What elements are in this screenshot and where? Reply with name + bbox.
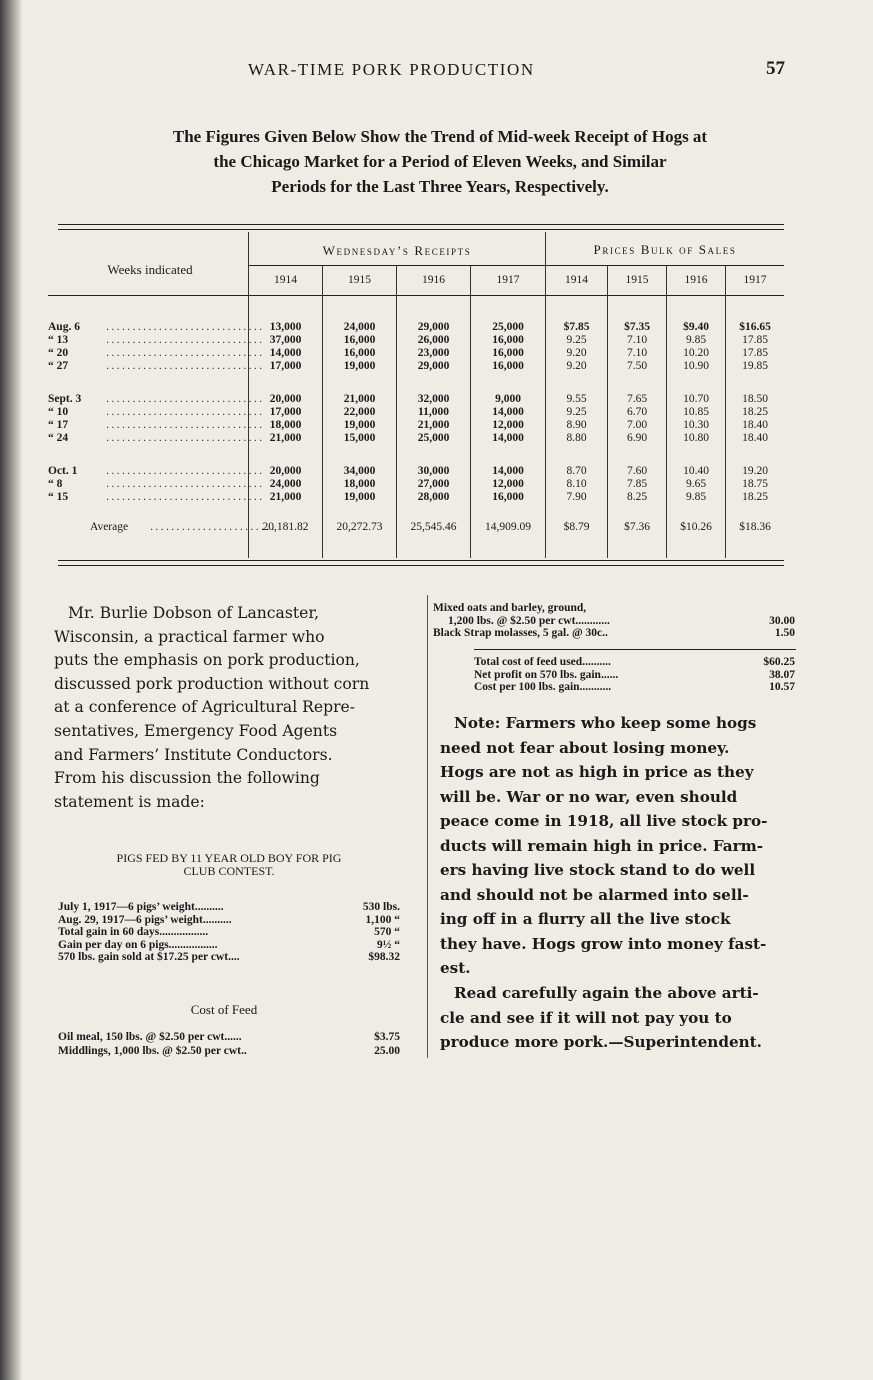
heading-line-1: The Figures Given Below Show the Trend of Mid-week Receipt of Hogs at	[172, 127, 708, 146]
week-label: “ 20	[48, 347, 69, 359]
price-cell: 7.85	[626, 478, 648, 490]
ledger-value: $3.75	[374, 1031, 400, 1043]
price-year-header: 1914	[565, 274, 588, 286]
ledger-label: Total cost of feed used..........	[474, 656, 611, 668]
leader-dots: ..............................	[106, 433, 265, 444]
leader-dots: ..............................	[106, 348, 265, 359]
text-line: From his discussion the following	[54, 769, 320, 788]
receipt-cell: 15,000	[343, 432, 376, 444]
text-line: sentatives, Emergency Food Agents	[54, 721, 338, 740]
text-line: and Farmers’ Institute Conductors.	[54, 745, 333, 764]
text-line: they have. Hogs grow into money fast-	[440, 934, 767, 953]
receipt-cell: 16,000	[492, 347, 524, 359]
price-cell: 10.85	[683, 406, 709, 418]
dobson-paragraph	[54, 602, 412, 814]
ledger-value: 10.57	[769, 681, 795, 693]
ledger-label: July 1, 1917—6 pigs’ weight..........	[58, 901, 224, 913]
price-cell: 9.25	[566, 334, 587, 346]
table-bottom-rule	[58, 560, 784, 561]
receipt-cell: 34,000	[343, 465, 376, 477]
receipt-cell: 20,000	[269, 393, 302, 405]
price-year-header: 1915	[625, 274, 649, 286]
price-cell: 7.00	[626, 419, 648, 431]
leader-dots: ..............................	[106, 420, 265, 431]
ledger-label: 1,200 lbs. @ $2.50 per cwt............	[448, 614, 610, 627]
week-label: “ 17	[48, 419, 69, 431]
group-rule	[248, 265, 784, 266]
price-cell: 7.10	[626, 334, 648, 346]
average-cell: $7.36	[624, 521, 650, 533]
price-cell: 10.40	[683, 465, 709, 477]
receipt-cell: 22,000	[343, 406, 376, 418]
text-line: est.	[440, 959, 471, 977]
ledger-label: Total gain in 60 days.................	[58, 926, 209, 938]
text-line: and should not be alarmed into sell-	[440, 885, 749, 904]
price-cell: 7.65	[626, 393, 648, 405]
average-cell: $18.36	[739, 521, 771, 533]
week-label: “ 24	[48, 432, 69, 444]
ledger-value: 1.50	[774, 627, 795, 639]
week-label: “ 15	[48, 491, 69, 503]
receipt-cell: 16,000	[343, 347, 376, 359]
week-label: Aug. 6	[48, 321, 80, 333]
text-line: Read carefully again the above arti-	[454, 984, 759, 1002]
average-cell: $8.79	[563, 521, 590, 533]
receipt-cell: 25,000	[492, 321, 524, 333]
price-cell: 9.65	[685, 478, 707, 490]
text-line: discussed pork production without corn	[54, 674, 370, 693]
ledger-label: Black Strap molasses, 5 gal. @ 30c..	[433, 627, 608, 639]
average-cell: $10.26	[680, 521, 712, 533]
ledger-value: 1,100 “	[365, 913, 400, 926]
price-cell: 9.25	[566, 406, 587, 418]
text-line: cle and see if it will not pay you to	[440, 1008, 732, 1027]
receipt-cell: 12,000	[492, 419, 524, 431]
group-header-prices: Prices Bulk of Sales	[593, 242, 737, 257]
price-cell: 9.55	[566, 393, 587, 405]
leader-dots: ..............................	[106, 479, 265, 490]
receipt-cell: 30,000	[417, 465, 450, 477]
price-cell: 19.20	[742, 465, 768, 477]
week-label: “ 10	[48, 406, 69, 418]
ledger-label: Middlings, 1,000 lbs. @ $2.50 per cwt..	[58, 1045, 247, 1057]
receipt-cell: 23,000	[417, 347, 450, 359]
receipt-cell: 24,000	[343, 321, 376, 333]
year-header: 1916	[422, 274, 445, 286]
receipt-cell: 14,000	[492, 465, 524, 477]
price-cell: 6.90	[626, 432, 648, 444]
receipt-cell: 37,000	[269, 334, 302, 346]
pigs-title	[54, 852, 404, 878]
price-cell: 7.90	[566, 491, 587, 503]
receipt-cell: 19,000	[343, 491, 376, 503]
ledger-label: 570 lbs. gain sold at $17.25 per cwt....	[58, 951, 240, 963]
leader-dots: ........................	[150, 522, 277, 533]
price-cell: 9.85	[685, 491, 707, 503]
week-label: “ 13	[48, 334, 69, 346]
text-line: puts the emphasis on pork production,	[54, 651, 360, 670]
year-header: 1917	[496, 274, 520, 286]
heading-line-3: Periods for the Last Three Years, Respectively.	[271, 177, 609, 196]
ledger-value: 38.07	[769, 668, 795, 681]
week-label: “ 27	[48, 360, 69, 372]
ledger-label: Mixed oats and barley, ground,	[433, 602, 587, 614]
price-cell: 18.40	[742, 419, 768, 431]
receipt-cell: 24,000	[269, 478, 302, 490]
text-line: ers having live stock stand to do well	[440, 861, 756, 879]
book-spine-shadow	[0, 0, 22, 1380]
totals-rule	[474, 649, 796, 650]
receipt-cell: 14,000	[492, 432, 524, 444]
receipt-cell: 16,000	[492, 360, 524, 372]
stub-header: Weeks indicated	[107, 262, 193, 277]
receipt-cell: 16,000	[492, 491, 524, 503]
receipt-cell: 14,000	[492, 406, 524, 418]
receipt-cell: 29,000	[417, 321, 450, 333]
average-cell: 14,909.09	[485, 521, 531, 533]
ledger-label: Aug. 29, 1917—6 pigs’ weight..........	[58, 913, 232, 926]
price-cell: 7.60	[626, 465, 648, 477]
table-top-rule	[58, 224, 784, 225]
running-head: WAR-TIME PORK PRODUCTION	[248, 60, 535, 79]
receipt-cell: 21,000	[417, 419, 450, 431]
table-heading	[40, 124, 840, 199]
receipt-cell: 17,000	[269, 360, 302, 372]
ledger-value: 25.00	[374, 1045, 400, 1057]
text-line: at a conference of Agricultural Repre-	[54, 698, 356, 717]
leader-dots: ..............................	[106, 335, 265, 346]
pigs-title-line-1: PIGS FED BY 11 YEAR OLD BOY FOR PIG	[116, 851, 342, 865]
group-header-receipts: Wednesday’s Receipts	[322, 243, 472, 258]
price-cell: 17.85	[742, 334, 768, 346]
leader-dots: ..............................	[106, 394, 265, 405]
leader-dots: ..............................	[106, 322, 265, 333]
text-line: Hogs are not as high in price as they	[440, 763, 754, 781]
price-cell: 19.85	[742, 360, 768, 372]
price-cell: 9.20	[566, 347, 587, 359]
price-cell: 8.10	[566, 478, 587, 490]
average-label: Average	[90, 521, 129, 533]
text-line: Wisconsin, a practical farmer who	[54, 627, 325, 646]
receipt-cell: 29,000	[417, 360, 450, 372]
text-line: produce more pork.—Superintendent.	[440, 1033, 762, 1051]
ledger-label: Gain per day on 6 pigs.................	[58, 938, 218, 951]
year-header: 1914	[274, 274, 297, 286]
receipt-cell: 18,000	[269, 419, 302, 431]
average-cell: 20,272.73	[336, 521, 383, 533]
heading-line-2: the Chicago Market for a Period of Eleven Weeks, and Similar	[213, 152, 667, 171]
column-divider	[427, 595, 428, 1058]
text-line: Mr. Burlie Dobson of Lancaster,	[68, 604, 320, 622]
receipt-cell: 19,000	[343, 360, 376, 372]
price-cell: 8.90	[566, 419, 587, 431]
receipt-cell: 12,000	[492, 478, 524, 490]
price-cell: 10.80	[683, 432, 709, 444]
receipt-cell: 14,000	[269, 347, 302, 359]
ledger-value: 530 lbs.	[362, 901, 400, 913]
ledger-label: Oil meal, 150 lbs. @ $2.50 per cwt......	[58, 1031, 242, 1043]
receipt-cell: 21,000	[269, 491, 302, 503]
receipt-cell: 11,000	[418, 406, 449, 418]
receipt-cell: 13,000	[269, 321, 302, 333]
text-line: Note: Farmers who keep some hogs	[454, 714, 757, 732]
table-top-rule-2	[58, 229, 784, 230]
receipt-cell: 9,000	[495, 393, 521, 405]
page-number: 57	[766, 58, 785, 79]
receipt-cell: 25,000	[417, 432, 450, 444]
price-cell: 17.85	[742, 347, 768, 359]
price-year-header: 1916	[684, 274, 708, 286]
ledger-value: 30.00	[769, 614, 795, 627]
receipt-cell: 16,000	[492, 334, 524, 346]
text-line: ing off in a flurry all the live stock	[440, 910, 731, 928]
ledger-value: $98.32	[368, 951, 400, 963]
price-cell: 10.30	[683, 419, 709, 431]
receipt-cell: 18,000	[343, 478, 376, 490]
pigs-title-line-2: CLUB CONTEST.	[183, 864, 275, 878]
price-cell: 18.50	[742, 393, 768, 405]
note-paragraph	[440, 711, 802, 981]
leader-dots: ..............................	[106, 361, 265, 372]
receipt-cell: 17,000	[269, 406, 302, 418]
price-cell: 10.70	[683, 393, 709, 405]
text-line: will be. War or no war, even should	[440, 787, 738, 806]
week-label: Sept. 3	[48, 393, 82, 405]
feed-title: Cost of Feed	[190, 1002, 258, 1017]
ledger-value: 9½ “	[377, 938, 400, 951]
receipt-cell: 27,000	[417, 478, 450, 490]
receipt-cell: 20,000	[269, 465, 302, 477]
price-cell: 8.80	[566, 432, 587, 444]
price-cell: 18.25	[742, 491, 768, 503]
text-line: need not fear about losing money.	[440, 738, 730, 757]
receipt-cell: 26,000	[417, 334, 450, 346]
leader-dots: ..............................	[106, 466, 265, 477]
ledger-value: 570 “	[374, 926, 400, 938]
price-cell: 6.70	[626, 406, 648, 418]
text-line: ducts will remain high in price. Farm-	[440, 836, 764, 855]
receipt-cell: 21,000	[269, 432, 302, 444]
header-bottom-rule	[48, 295, 784, 296]
price-cell: 9.20	[566, 360, 587, 372]
price-cell: $7.85	[563, 321, 590, 333]
ledger-label: Net profit on 570 lbs. gain......	[474, 668, 619, 681]
ledger-label: Cost per 100 lbs. gain...........	[474, 681, 612, 693]
price-cell: 18.75	[742, 478, 768, 490]
table-bottom-rule-2	[58, 565, 784, 566]
receipt-cell: 16,000	[343, 334, 376, 346]
week-label: “ 8	[48, 478, 63, 490]
price-cell: 7.50	[626, 360, 648, 372]
price-cell: 7.10	[626, 347, 648, 359]
closing-paragraph	[440, 981, 802, 1055]
price-year-header: 1917	[743, 274, 767, 286]
text-line: statement is made:	[54, 792, 205, 811]
price-cell: 8.70	[566, 465, 587, 477]
price-cell: 10.90	[683, 360, 709, 372]
price-cell: 9.85	[685, 334, 707, 346]
price-cell: $9.40	[683, 321, 709, 333]
text-line: peace come in 1918, all live stock pro-	[440, 812, 768, 830]
leader-dots: ..............................	[106, 492, 265, 503]
receipt-cell: 21,000	[343, 393, 376, 405]
receipt-cell: 19,000	[343, 419, 376, 431]
receipt-cell: 28,000	[417, 491, 450, 503]
average-cell: 25,545.46	[410, 521, 457, 533]
price-cell: 10.20	[683, 347, 709, 359]
week-label: Oct. 1	[48, 465, 78, 477]
price-cell: $7.35	[624, 321, 650, 333]
ledger-value: $60.25	[763, 656, 795, 668]
leader-dots: ..............................	[106, 407, 265, 418]
receipt-cell: 32,000	[417, 393, 450, 405]
average-cell: 20,181.82	[262, 521, 309, 533]
year-header: 1915	[348, 274, 371, 286]
price-cell: $16.65	[739, 321, 771, 333]
price-cell: 18.40	[742, 432, 768, 444]
price-cell: 8.25	[626, 491, 648, 503]
price-cell: 18.25	[742, 406, 768, 418]
